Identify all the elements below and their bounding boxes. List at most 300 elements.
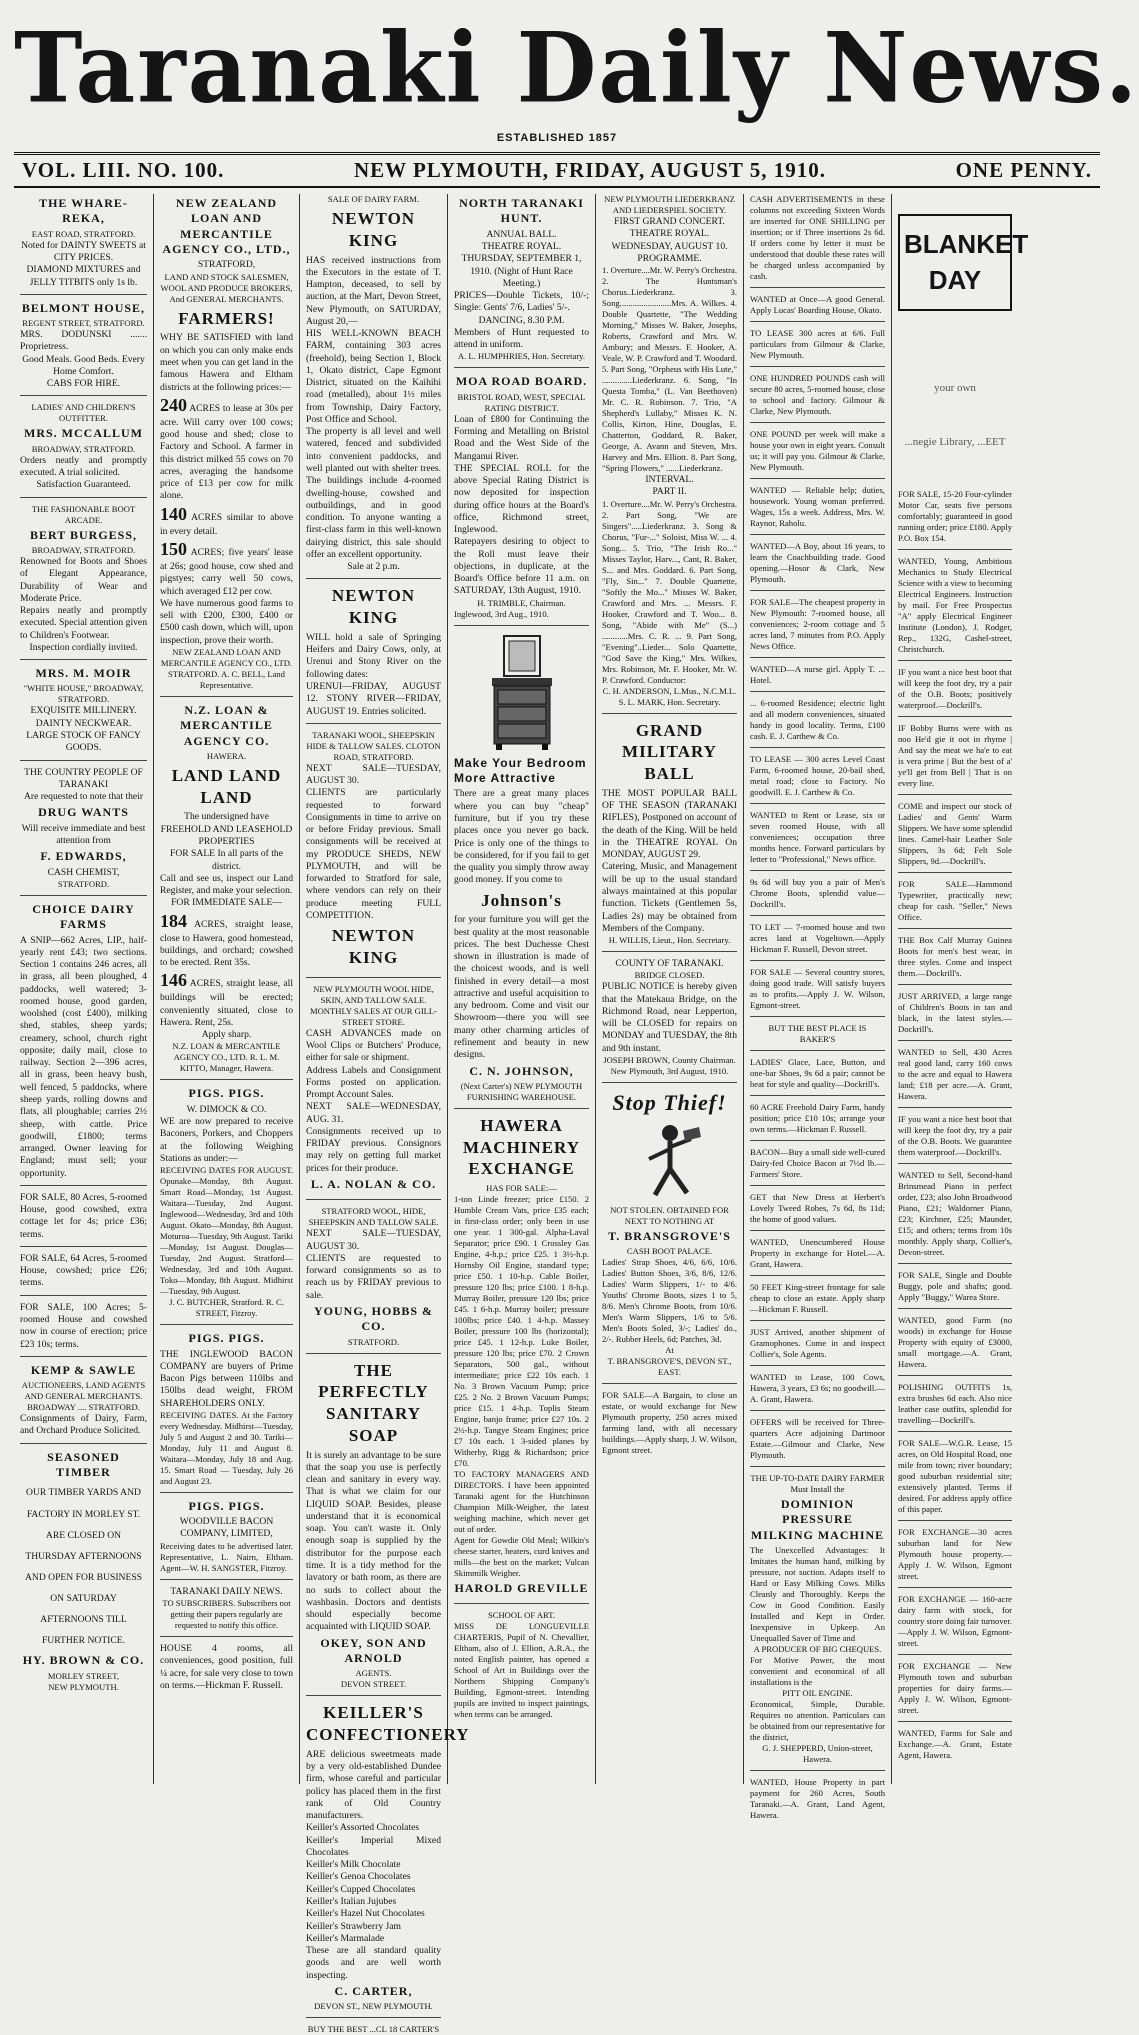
ad-heading: MOA ROAD BOARD. — [455, 374, 588, 389]
ad-address: BROADWAY, STRATFORD. — [31, 544, 136, 555]
ad-heading: F. EDWARDS, — [40, 849, 127, 864]
ad-edwards — [20, 767, 147, 896]
lot-146 — [160, 969, 293, 1029]
ad-heading: KEMP & SAWLE — [30, 1362, 137, 1377]
ad-subheading: PROGRAMME. — [637, 252, 702, 264]
classified-ad — [898, 556, 1012, 661]
ad-for-sale-80 — [20, 1192, 147, 1247]
ad-body: CASH CHEMIST, — [47, 866, 120, 878]
column-7 — [892, 194, 1029, 1784]
ad-pigs-inglewood — [160, 1331, 293, 1493]
ad-body: ONE HUNDRED POUNDS cash will secure 80 acres, 5-roomed house, close to school and factory. Gilmour & Clarke, New Plymouth. — [750, 373, 885, 416]
ad-address: DEVON STREET. — [340, 1679, 407, 1690]
ad-body: RECEIVING DATES. At the Factory every Wednesday. Midhirst—Tuesday, July 5 and August 2 and 30. Tariki—Monday, July 11 and August 8. Waitara—Monday, July 18 and Aug. 15. Smart Road — Tuesday, July 26 and August 23. — [160, 1409, 293, 1486]
ad-newton-king-dairy — [306, 194, 441, 579]
thief-figure-drawing — [635, 1121, 705, 1201]
ad-body: Catering, Music, and Management will be up to the usual standard always maintained at this popular function. Tickets (Gentlemen 5s, Ladies 2s) may be obtained from Members of the Company. — [602, 861, 737, 934]
classified-ad — [898, 935, 1012, 985]
ad-heading: C. N. JOHNSON, — [469, 1063, 574, 1078]
ad-body: WANTED at Once—A good General. Apply Lucas' Boarding House, Okato. — [750, 294, 885, 315]
ad-body: MRS. DODUNSKI ....... Proprietress. — [20, 329, 147, 353]
list-item: Keiller's Milk Chocolate — [306, 1859, 401, 1871]
duchesse-chest-illustration — [454, 632, 589, 752]
ad-sanitary-soap — [306, 1360, 441, 1697]
ad-address: STRATFORD. — [57, 878, 110, 889]
ad-body: COME and inspect our stock of Ladies' and Gents' Warm Slippers. We have some splendid lines. Camel-hair Leather Sole Slippers, 3s 6d; Felt Sole Slippers, 9d.—Dockrill's. — [898, 800, 1012, 866]
ad-body: IF you want a nice best boot that will keep the foot dry, try a pair of the O.B. Boots. We guarantee them waterproof.—Dockrill's. — [898, 1113, 1012, 1157]
classified-ad — [750, 541, 885, 591]
ad-body: 1. Overture....Mr. W. Perry's Orchestra. 2. Part Song, "We are Singers".....Liederkranz. 3. Song & Chorus, "Fur-..." Soloist, Miss W. ... 4. Song... 5. Trio, "The Irish Ro..." Misses Taylor, Harv..., Cant, R. Baker, S... and Mrs. Goddard. 6. Part Song, "Fly, Sin..." 7. Double Quartette, "Softly the Mo..." Misses W. Baker, Crawford and Mrs. ... Messrs. F. Hooker, Crawford and T. Woo... 8. Song, "Abide with Me" (S...) ............Mrs. C. R. ... 9. Part Song, "Evening"..Lieder... Solo Quartette, "God Save the King," Mrs. Wilkes, Mrs. Robinson, Mr. F. Hooker, Mr. W. P. Crawford. Conductor: — [602, 498, 737, 685]
lot-150 — [160, 538, 293, 598]
ad-heading: PIGS. PIGS. — [188, 1498, 265, 1513]
ad-signature: C. H. ANDERSON, L.Mus., N.C.M.L. S. L. MARK, Hon. Secretary. — [602, 685, 737, 707]
ad-bransgrove — [602, 1089, 737, 1385]
ad-address: EAST ROAD, STRATFORD. — [31, 228, 136, 239]
ad-subheading: W. DIMOCK & CO. — [186, 1103, 267, 1115]
classified-ad — [750, 1057, 885, 1096]
ad-subheading: LADIES' AND CHILDREN'S OUTFITTER. — [31, 402, 136, 424]
ad-address: NEW PLYMOUTH. — [48, 1681, 119, 1692]
faded-text: your own — [934, 381, 976, 394]
classified-ad — [898, 801, 1012, 873]
ad-body: CASH ADVANCES made on Wool Clips or Butchers' Produce, either for sale or shipment. — [306, 1027, 441, 1064]
ad-body: FOR SALE—The cheapest property in New Plymouth: 7-roomed house, all conveniences; 2-room cottage and 5 acres land, 7 minutes from P.O. Apply News Office. — [750, 597, 885, 651]
classified-ad — [750, 967, 885, 1017]
classified-ad — [750, 1417, 885, 1467]
ad-signature: G. J. SHEPPERD, Union-street, Hawera. — [762, 1743, 873, 1765]
classified-ad — [750, 1023, 885, 1051]
ad-subheading: ANNUAL BALL. — [486, 228, 557, 240]
ad-body: FOR SALE—A Bargain, to close an estate, or would exchange for New Plymouth property, 250 acres mixed farming land, with all necessary buildings.—Apply sharp, J. W. Wilson, Egmont street. — [602, 1390, 737, 1456]
ad-hawera-machinery — [454, 1115, 589, 1605]
classified-ad — [898, 1661, 1012, 1722]
ad-heading: FIRST GRAND CONCERT. — [614, 216, 725, 227]
ad-body: It is surely an advantage to be sure that the soap you use is perfectly clean and sanitary in every way. That is what we claim for our LIQUID SOAP. Besides, please understand that it is economical soap. You can't waste it. Only enough soap is supplied by the distributor for the purpose each time. It is a tidy method for the lavatory or bath room, as there are no suds to collect about the washbasin. Doctors and dentists should especially become acquainted with LIQUID SOAP. — [306, 1449, 441, 1633]
ad-subheading: NOT STOLEN. OBTAINED FOR NEXT TO NOTHING AT — [610, 1205, 729, 1227]
ad-subheading: SALE OF DAIRY FARM. — [327, 194, 420, 204]
ad-body: GET that New Dress at Herbert's Lovely Tweed Robes, 7s 6d, 8s 11d; the home of good values. — [750, 1192, 885, 1224]
ad-choice-dairy-farms — [20, 902, 147, 1186]
ad-body: URENUI—FRIDAY, AUGUST 12. STONY RIVER—FRIDAY, AUGUST 19. Entries solicited. — [306, 680, 441, 717]
ad-wool-sales — [306, 730, 441, 978]
ad-body: Good Meals. Good Beds. Every Home Comfort. — [22, 353, 145, 377]
ad-body: Inspection cordially invited. — [29, 641, 138, 653]
classified-ad — [898, 1270, 1012, 1309]
ad-body: JUST Arrived, another shipment of Gramophones. Come in and inspect Collier's, Sole Agents. — [750, 1327, 885, 1359]
ad-bargain — [602, 1390, 737, 1461]
classified-ad — [898, 879, 1012, 929]
ad-body: 60 ACRE Freehold Dairy Farm, handy position; price £10 10s; arrange your own terms.—Hickman F. Russell. — [750, 1102, 885, 1134]
ad-heading: MRS. M. MOIR — [35, 666, 132, 681]
ad-mccallum — [20, 402, 147, 497]
ad-body: NEXT SALE—TUESDAY, AUGUST 30. — [306, 1228, 441, 1252]
ad-body: WANTED, good Farm (no woods) in exchange for House Property with equity of £3000, small mortgage.—A. Grant, Hawera. — [898, 1314, 1012, 1369]
list-item: Keiller's Hazel Nut Chocolates — [306, 1908, 425, 1920]
ad-body: WANTED to Sell, Second-hand Brinsmead Piano in perfect order, £23; also John Broadwood Piano, £21; Waldorner Piano, £23; Kirchner, £25; Maunder, £15; and others; terms from 10s monthly. Apply sharp, Collier's, Devon-street. — [898, 1169, 1012, 1257]
ad-signature: N.Z. LOAN & MERCANTILE AGENCY CO., LTD. R. L. M. KITTO, Manager, Hawera. — [172, 1041, 281, 1074]
lot-body: ACRES; five years' lease at 26s; good house, cow shed and pigstyes; carry well 50 cows, which averaged £12 per cow. — [160, 546, 294, 597]
ad-heading: GRAND MILITARY BALL — [622, 720, 717, 784]
ad-body: TO LEASE 300 acres at 6/6. Full particulars from Gilmour & Clarke, New Plymouth. — [750, 328, 885, 360]
ad-body: WE are now prepared to receive Baconers, Porkers, and Choppers at the following Weighing Stations as under:— — [160, 1116, 293, 1164]
ad-body: 9s 6d will buy you a pair of Men's Chrome Boots, splendid value—Dockrill's. — [750, 877, 885, 909]
ad-body: WANTED—A nurse girl. Apply T. ... Hotel. — [750, 664, 885, 685]
ad-subheading: THE UP-TO-DATE DAIRY FARMER Must Install the — [750, 1473, 885, 1494]
ad-body: WANTED, House Property in part payment for 260 Acres, South Taranaki.—A. Grant, Land Agent, Hawera. — [750, 1777, 885, 1821]
ad-body: WHY BE SATISFIED with land on which you can only make ends meet when you can get land in the famous Hawera and Eltham districts at the following prices:— — [160, 332, 293, 393]
ad-address: (Next Carter's) NEW PLYMOUTH FURNISHING WAREHOUSE. — [460, 1080, 583, 1102]
masthead-title: Taranaki Daily News. — [14, 11, 1139, 125]
ad-moir — [20, 666, 147, 760]
blanket-day-banner: BLANKET DAY — [898, 214, 1012, 311]
ad-body: Members of Hunt requested to attend in uniform. — [454, 326, 589, 351]
volume-number: VOL. LIII. NO. 100. — [22, 158, 225, 182]
ad-signature: J. C. BUTCHER, Stratford. R. C. STREET, Fitzroy. — [169, 1297, 284, 1319]
list-item: Keiller's Strawberry Jam — [306, 1920, 401, 1932]
ad-body: FOR EXCHANGE — New Plymouth town and suburban properties for dairy farms.—Apply J. W. Wilson, Egmont-street. — [898, 1660, 1012, 1715]
lot-body: ACRES, straight lease, all buildings will be erected; conveniently situated, close to Hawera. Rent, 25s. — [160, 978, 293, 1028]
classified-ad — [898, 1527, 1012, 1588]
ad-heading: DOMINION PRESSURE MILKING MACHINE — [750, 1497, 885, 1542]
ad-body: The Unexcelled Advantages: It Imitates the human hand, milking by pressure, not suction. Adapts itself to Hard or Easy Milking Cows. Milks Cleanly and Thoroughly. Keeps the Cow in Good Condition. Easily Installed and Kept in Order. Inexpensive in Upkeep. An Unequalled Saver of Time and — [750, 1545, 885, 1644]
ad-body: PUBLIC NOTICE is hereby given that the Matekaua Bridge, on the Richmond Road, near Lepperton, will be CLOSED for repairs on MONDAY and TUESDAY, the 8th and 9th instant. — [602, 981, 737, 1054]
classified-ad — [750, 1327, 885, 1366]
ad-signature: A. L. HUMPHRIES, Hon. Secretary. — [457, 351, 586, 362]
ad-body: FOR SALE In all parts of the district. — [170, 848, 283, 872]
ad-body: These are all standard quality goods and are well worth inspecting. — [306, 1945, 441, 1981]
classified-ad — [750, 1282, 885, 1321]
ad-heading: Johnson's — [481, 890, 562, 910]
ad-body: Ladies' Strap Shoes, 4/6, 6/6, 10/6. Ladies' Button Shoes, 3/6, 8/6, 12/6. Ladies' Warm Slippers, 1/- to 4/6. Youths' Chrome Boots, sizes 1 to 5, 8/6. Men's Chrome Boots, from 10/6. Men's Warm Slippers, 1/6 to 5/6. Men's Boots Soled, 3/-; Ladies' do., 2/-. Rubber Heels, 6d; Patches, 3d. — [602, 1257, 737, 1345]
ad-body: NEXT SALE—WEDNESDAY, AUG. 31. — [306, 1101, 441, 1125]
ad-body: FOR SALE, 80 Acres, 5-roomed House, good cowshed, extra cottage let for 4s; price £36; terms. — [20, 1191, 147, 1240]
lot-240 — [160, 394, 293, 503]
ad-moa-road-board — [454, 374, 589, 625]
list-item: Keiller's Cupped Chocolates — [306, 1883, 416, 1895]
lot-184 — [160, 910, 293, 970]
classified-ad — [750, 664, 885, 692]
ad-subheading: THEATRE ROYAL. — [629, 228, 710, 240]
column-5 — [596, 194, 744, 1784]
ad-heading: COUNTY OF TARANAKI. — [615, 958, 724, 970]
ad-body: TO SUBSCRIBERS. Subscribers not getting their papers regularly are requested to notify this office. — [162, 1598, 291, 1631]
list-item: Keiller's Italian Jujubes — [306, 1895, 397, 1907]
list-item: Keiller's Assorted Chocolates — [306, 1822, 420, 1834]
ad-body: FOR SALE—Hammond Typewriter, practically new; cheap for cash. "Seller," News Office. — [898, 878, 1012, 922]
lot-number: 240 — [160, 394, 187, 415]
ad-liederkranz-concert — [602, 194, 737, 714]
ad-body: Apply sharp. — [201, 1029, 252, 1041]
ad-heading: N.Z. LOAN & MERCANTILE AGENCY CO. — [180, 702, 273, 748]
classified-ad — [750, 1777, 885, 1826]
ad-body: WANTED, Young, Ambitious Mechanics to Study Electrical Science with a view to becoming Electrical Engineers. Instruction by mail. For Free Prospectus "A" apply Electrical Engineer Institute (London), J. Rodger, Rep., 132G, Cashel-street, Christchurch. — [898, 555, 1012, 654]
ad-nz-loan-stratford — [160, 196, 293, 697]
classified-ad — [898, 667, 1012, 717]
ad-heading: PITT OIL ENGINE. — [782, 1688, 853, 1699]
ad-signature: JOSEPH BROWN, County Chairman. New Plymouth, 3rd August, 1910. — [603, 1054, 736, 1076]
list-item: Keiller's Imperial Mixed Chocolates — [306, 1834, 441, 1858]
ad-body: MISS DE LONGUEVILLE CHARTERIS, Pupil of N. Chevallier, Eltham, also of J. Elliott, A.R.A., the noted English painter, has opened a School of Art in Buildings over the Northern Shipping Company's Building, Egmont-street. Intending pupils are invited to inspect paintings, when terms can be arranged. — [454, 1621, 589, 1720]
classified-ad — [750, 1372, 885, 1411]
ad-body: THE Box Calf Murray Guinea Boots for men's best wear, in three styles. Come and inspect them.—Dockrill's. — [898, 934, 1012, 978]
ad-body: FOR SALE — Several country stores, doing good trade. Will satisfy buyers as to profits.—Apply J. W. Wilson, Egmont-street. — [750, 967, 885, 1010]
ad-body: HIS WELL-KNOWN BEACH FARM, containing 303 acres (freehold), being Section 1, Block 1, Okato district, Cape Egmont District, situated on the Kaihihi road (metalled), about 1½ miles from Township, Dairy Factory, Post Office and School. — [306, 328, 441, 425]
classified-ad — [750, 373, 885, 423]
ad-subheading: THE FASHIONABLE BOOT ARCADE. — [31, 503, 136, 525]
ad-school-of-art — [454, 1610, 589, 1725]
classified-ad — [898, 1170, 1012, 1264]
classified-ad — [750, 485, 885, 535]
column-1 — [14, 194, 154, 1784]
ad-signature: H. WILLIS, Lieut., Hon. Secretary. — [608, 935, 731, 946]
ad-heading: TARANAKI DAILY NEWS. — [170, 1585, 283, 1597]
ad-body: BUT THE BEST PLACE IS BAKER'S — [768, 1023, 867, 1044]
column-3 — [300, 194, 470, 2035]
ad-subheading: NEW PLYMOUTH WOOL HIDE, SKIN, AND TALLOW SALE. — [313, 983, 434, 1005]
lot-body: ACRES similar to above in every detail. — [160, 511, 293, 537]
ad-for-sale-100 — [20, 1302, 147, 1357]
ad-nz-loan-hawera — [160, 703, 293, 1081]
ad-signature: NEW ZEALAND LOAN AND MERCANTILE AGENCY CO., LTD. STRATFORD. A. C. BELL, Land Representative. — [160, 646, 293, 690]
ad-body: POLISHING OUTFITS 1s, extra brushes 6d each. Also nice leather case outfits, splendid for travelling—Dockrill's. — [898, 1381, 1012, 1425]
ad-heading: HAROLD GREVILLE — [454, 1581, 589, 1596]
ad-body: NEXT SALE—TUESDAY, AUGUST 30. — [306, 762, 441, 787]
ad-heading: NEW ZEALAND LOAN AND MERCANTILE AGENCY CO., LTD., — [162, 196, 291, 257]
ad-subheading: THE COUNTRY PEOPLE OF TARANAKI — [24, 766, 143, 790]
ad-body: DIAMOND MIXTURES and JELLY TITBITS only 1s lb. — [26, 264, 141, 288]
ad-newton-king-heifers — [306, 585, 441, 723]
column-2 — [154, 194, 300, 1784]
ad-body: Agent for Gowdie Old Meal; Wilkin's cheese starter, heaters, curd knives and mills—the best on the market; Vulcan Skimmilk Weigher. — [454, 1535, 589, 1579]
ad-body: WANTED to Sell, 430 Acres real good land, carry 160 cows to the acre and equal to Hawera land; £18 per acre.—A. Grant, Hawera. — [898, 1046, 1012, 1101]
ad-body: CLIENTS are particularly requested to forward Consignments in time to arrive on or before Friday previous. Small consignments will be received at my PRODUCE SHEDS, NEW PLYMOUTH, and will be forwarded to Stratford for sale, where vendors can rely on their produce meeting FULL COMPETITION. — [306, 787, 441, 921]
ad-heading: THE PERFECTLY SANITARY SOAP — [318, 1360, 429, 1445]
ad-body: For Motive Power, the most convenient and economical of all installations is the — [750, 1655, 885, 1688]
ad-nolan — [306, 984, 441, 1201]
ad-body: WILL hold a sale of Springing Heifers and Dairy Cows, only, at Urenui and Stony River on the following dates: — [306, 631, 441, 680]
ad-body: Renowned for Boots and Shoes of Elegant Appearance, Durability of Wear and Moderate Price. — [20, 555, 147, 604]
ad-body: FOR SALE, Single and Double Buggy, pole and shafts; good. Apply "Buggy," Warea Store. — [898, 1269, 1012, 1302]
ad-body: FOR EXCHANGE — 160-acre dairy farm with stock, for country store doing fair turnover.—Apply J. W. Wilson, Egmont-street. — [898, 1593, 1012, 1648]
ad-tdn-subscribers — [160, 1586, 293, 1637]
columns — [14, 194, 1100, 2035]
classified-ad — [898, 723, 1012, 795]
ad-body: HAS received instructions from the Executors in the estate of T. Hampton, deceased, to sell by auction, at the Mart, Devon Street, New Plymouth, on SATURDAY, August 20,— — [306, 254, 441, 327]
ad-county-bridge — [602, 958, 737, 1083]
ad-heading: HAWERA MACHINERY EXCHANGE — [462, 1115, 580, 1179]
ad-heading: NORTH TARANAKI HUNT. — [459, 196, 584, 226]
ad-belmont-house — [20, 301, 147, 397]
ad-kemp-sawle — [20, 1363, 147, 1444]
classified-ad — [898, 489, 1012, 550]
ad-heading: Stop Thief! — [612, 1089, 727, 1115]
ad-body: Repairs neatly and promptly executed. Special attention given to Children's Footwear. — [20, 605, 147, 641]
established-line: ESTABLISHED 1857 — [496, 132, 618, 144]
ad-body: THE MOST POPULAR BALL OF THE SEASON (TARANAKI RIFLES), Postponed on account of the death of the King. Will be held in the THEATRE ROYAL On MONDAY, AUGUST 29. — [602, 787, 737, 861]
ad-heading: C. CARTER, — [334, 1983, 413, 1998]
ad-address: STRATFORD, — [197, 259, 256, 271]
ad-heading: NEWTON KING — [331, 586, 416, 628]
ad-heading: PIGS. PIGS. — [188, 1086, 265, 1101]
classified-ad — [898, 1728, 1012, 1766]
classified-ad — [750, 1102, 885, 1141]
ad-military-ball — [602, 720, 737, 952]
ad-pigs-woodville — [160, 1499, 293, 1580]
ad-cash-rates — [750, 194, 885, 288]
ad-body: 1-ton Linde freezer; price £150. 2 Humble Cream Vats, price £35 each; in first-class order; only been in use one year. 1 300-gal. Alpha-Laval Separator; price £90. 1 Crossley Gas Engine, 4-h.p.; price £25. 1 3½-h.p. Hornsby Oil Engine, standard type; price £50. 1 10-h.p. Cable Boiler, pressure 120 lbs; price £100. 1 8-h.p. Murray Boiler, pressure 120 lbs; price £45. 1 6-h.p. Murray boiler; pressure 100lbs; price £40. 1 4-h.p. Massey Boiler, pressure 100 lbs (horizontal); price £45. 1 12-h.p. Luke Boiler, pressure 120 lbs; price £70. 2 Crown Separators, 500 gal., without intermediate; price £22 10s each. 1 No. 3 Brown Vacuum Pump; price £25. 2 No. 2 Brown Vacuum Pumps; price £15. 1 4-h.p. Toplis Steam Engine, banjo frame; price £27 10s. 2 2½-h.p. Tangye Steam Engines; price £7 10s each. 1 3-sided planes by Witherby, Rigg & Richardson; price £70. — [454, 1194, 589, 1469]
ad-body: WANTED — Reliable help; duties, housework. Young woman preferred. Wages, 15s a week. Address, Mrs. W. Raynor, Raholu. — [750, 485, 885, 528]
ad-body: IF Bobby Burns were with us noo He'd gie it oot in rhyme | And say the meat we ha'e to eat is vera prime | But the best of a' ye'll get from Bell | That is on every line. — [898, 722, 1012, 788]
ad-hunt-ball — [454, 196, 589, 368]
ad-subheading: BRISTOL ROAD, WEST, SPECIAL RATING DISTRICT. — [457, 391, 586, 413]
ad-body: BACON—Buy a small side well-cured Dairy-fed Choice Bacon at 7½d lb.—Farmers' Store. — [750, 1147, 885, 1179]
ad-heading: Make Your Bedroom More Attractive — [454, 755, 587, 786]
ad-heading: DRUG WANTS — [38, 805, 129, 820]
classified-ad — [750, 877, 885, 916]
ad-body: ONE POUND per week will make a house your own in eight years. Consult us; it will pay you. Gilmour & Clarke, New Plymouth. — [750, 429, 885, 472]
classified-ad — [750, 597, 885, 658]
ad-heading: YOUNG, HOBBS & CO. — [313, 1303, 433, 1334]
ad-address: "WHITE HOUSE," BROADWAY, STRATFORD. — [23, 683, 144, 705]
ad-body: WANTED, Unencumbered House Property in exchange for Hotel.—A. Grant, Hawera. — [750, 1237, 885, 1269]
lot-number: 150 — [160, 538, 187, 559]
ad-pigs-dimock — [160, 1086, 293, 1325]
ad-body: JUST ARRIVED, a large range of Children's Boots in tan and black, in the latest styles.—Dockrill's. — [898, 990, 1012, 1034]
keiller-list — [306, 1822, 441, 1945]
ad-heading: BELMONT HOUSE, — [21, 300, 146, 315]
classified-ad — [898, 1382, 1012, 1432]
ad-body: ARE delicious sweetmeats made by a very old-established Dundee firm, whose careful and particular policy has placed them in the first rank of Old Country manufacturers. — [306, 1748, 441, 1822]
ad-body: TO FACTORY MANAGERS AND DIRECTORS. I have been appointed Taranaki agent for the Hutchinson Champion Milk-Weigher, the latest weighing machine, which never get out of order. — [454, 1469, 589, 1535]
column-6 — [744, 194, 892, 1821]
ad-dominion-milking — [750, 1473, 885, 1771]
ad-body: OUR TIMBER YARDS AND FACTORY IN MORLEY ST. ARE CLOSED ON THURSDAY AFTERNOONS AND OPEN FOR BUSINESS ON SATURDAY AFTERNOONS TILL FURTHER NOTICE. — [24, 1487, 142, 1647]
ad-address: STRATFORD. — [347, 1336, 400, 1347]
ad-heading: CHOICE DAIRY FARMS — [32, 901, 135, 932]
ad-body: Consignments of Dairy, Farm, and Orchard Produce Solicited. — [20, 1413, 147, 1437]
ad-bottom-strip: BUY THE BEST ...CL 18 CARTER'S — [307, 2024, 440, 2035]
ad-body: HOUSE 4 rooms, all conveniences, good position, full ¼ acre, for sale very close to town on terms.—Hickman F. Russell. — [160, 1643, 293, 1691]
ad-body: 50 FEET King-street frontage for sale cheap to close an estate. Apply sharp—Hickman F. Russell. — [750, 1282, 885, 1314]
ad-young-hobbs — [306, 1206, 441, 1353]
ad-body: CLIENTS are requested to forward consignments so as to reach us by FRIDAY previous to sale. — [306, 1252, 441, 1301]
ad-body: TO LET — 7-roomed house and two acres land at Vogeltown.—Apply Hickman F. Russell, Devon street. — [750, 922, 885, 954]
ad-body: At — [665, 1345, 674, 1356]
ad-body: Address Labels and Consignment Forms posted on application. Prompt Account Sales. — [306, 1064, 441, 1101]
classified-ad — [750, 429, 885, 479]
ad-body: WANTED, Farms for Sale and Exchange.—A. Grant, Estate Agent, Hawera. — [898, 1727, 1012, 1760]
ad-address: BROADWAY, STRATFORD. — [31, 443, 136, 454]
ad-body: PRICES—Double Tickets, 10/-; Single: Gents' 7/6, Ladies' 5/-. — [454, 290, 589, 314]
ad-heading: THE WHARE-REKA, — [39, 196, 128, 226]
ad-body: FOR EXCHANGE—30 acres suburban land for New Plymouth house property.—Apply J. W. Wilson, Egmont street. — [898, 1526, 1012, 1581]
ad-heading: OKEY, SON AND ARNOLD — [320, 1635, 427, 1665]
ad-body: MONTHLY SALES AT OUR GILL-STREET STORE. — [309, 1005, 438, 1027]
classified-ad — [898, 991, 1012, 1041]
thief-illustration — [602, 1121, 737, 1201]
ad-subheading: AUCTIONEERS, LAND AGENTS AND GENERAL MERCHANTS. — [21, 1380, 146, 1402]
ad-heading: L. A. NOLAN & CO. — [310, 1176, 437, 1191]
classified-ad — [750, 294, 885, 322]
ad-subheading: A PRODUCER OF BIG CHEQUES. — [753, 1644, 882, 1655]
ad-body: OFFERS will be received for Three-quarters Acre adjoining Dartmoor Estate.—Gilmour and Clarke, New Plymouth. — [750, 1417, 885, 1460]
ad-body: WANTED to Lease, 100 Cows, Hawera, 3 years, £3 6s; no goodwill.—A. Grant, Hawera. — [750, 1372, 885, 1404]
ad-address: MORLEY STREET, — [47, 1670, 120, 1681]
classified-ad — [898, 1438, 1012, 1521]
classified-ad — [750, 922, 885, 961]
ad-subheading: SCHOOL OF ART. — [487, 1610, 556, 1621]
classified-ad — [750, 1237, 885, 1276]
lot-number: 184 — [160, 910, 187, 931]
ad-subheading: STRATFORD WOOL, HIDE, SHEEPSKIN AND TALLOW SALE. — [308, 1206, 439, 1228]
ad-body: CASH ADVERTISEMENTS in these columns not exceeding Sixteen Words are inserted for ONE SHILLING per insertion; or if Three insertions 2s 6d. If orders come by letter it must be understood that double these rates will be charged unless accompanied by cash. — [750, 194, 885, 281]
lot-body: ACRES to lease at 30s per acre. Will carry over 100 cows; good house and shed; close to Factory and School. A farmer in this district milked 55 cows on 70 acres, averaging the handsome price of £13 per cow for milk alone. — [160, 402, 293, 502]
ad-whare-reka — [20, 196, 147, 295]
ad-heading: LAND LAND LAND — [171, 765, 282, 807]
lot-number: 140 — [160, 503, 187, 524]
ad-johnson-furniture — [454, 632, 589, 1109]
classified-ad — [750, 810, 885, 871]
ad-body: THE INGLEWOOD BACON COMPANY are buyers of Prime Bacon Pigs between 110lbs and 150lbs dead weight, FROM SHAREHOLDERS ONLY. — [160, 1348, 293, 1409]
ad-heading: NEWTON KING — [331, 209, 416, 250]
ad-address: BROADWAY .... STRATFORD. — [27, 1402, 140, 1413]
ad-address: HAWERA. — [206, 750, 247, 761]
ad-body: for your furniture you will get the best quality at the most reasonable prices. The best Duchesse Chest shown in illustration is made of the choicest woods, and is well finished in every detail—a most attractive and useful acquisition to any bedroom. Come and visit our Showroom—there you will see many other charming articles of refinement and beauty in new designs. — [454, 914, 589, 1061]
ad-body: Noted for DAINTY SWEETS at CITY PRICES. — [21, 239, 146, 263]
lot-140 — [160, 503, 293, 538]
ad-body: The undersigned have FREEHOLD AND LEASEHOLD PROPERTIES — [160, 811, 293, 847]
ad-heading: FARMERS! — [178, 308, 275, 328]
ad-subheading: NEW PLYMOUTH LIEDERKRANZ AND LIEDERSPIEL SOCIETY. — [604, 194, 735, 215]
ad-body: IF you want a nice best boot that will keep the foot dry, try a pair of the O.B. Boots; positively waterproof.—Dockrill's. — [898, 666, 1012, 710]
ad-heading: KEILLER'S CONFECTIONERY — [306, 1703, 470, 1745]
ad-subheading: HAS FOR SALE:— — [486, 1183, 557, 1194]
ad-body: The property is all level and well watered, fenced and subdivided into convenient paddocks, and well planted out with shelter trees. The buildings include 4-roomed dwelling-house, cowshed and outbuildings, and in good condition. To anyone wanting a first-class farm in this well-known dairying district, this sale should offer an excellent opportunity. — [306, 426, 441, 560]
ad-body: WANTED—A Boy, about 16 years, to learn the Coachbuilding trade. Good opening.—Hosor & Clark, New Plymouth. — [750, 541, 885, 584]
classified-ad — [898, 1114, 1012, 1164]
ad-subheading: THEATRE ROYAL. — [481, 240, 562, 252]
ad-signature: H. TRIMBLE, Chairman. — [477, 597, 566, 608]
ad-address: DEVON ST., NEW PLYMOUTH. — [314, 2001, 433, 2012]
faded-text: ...negie Library, ...EET — [904, 435, 1006, 448]
ad-heading: PIGS. PIGS. — [188, 1331, 265, 1346]
ad-body: Are requested to note that their — [23, 791, 144, 803]
ad-body: TO LEASE — 300 acres Level Coast Farm, 6-roomed house, 20-bail shed, metal road; close to Factory. No goodwill. E. J. Carthew & Co. — [750, 754, 885, 797]
column-4 — [448, 194, 596, 1784]
ad-heading: BERT BURGESS, — [29, 527, 138, 542]
ad-body: FOR IMMEDIATE SALE— — [171, 897, 282, 909]
ad-keiller — [306, 1702, 470, 2018]
lot-body: ACRES, straight lease, close to Hawera, good homestead, buildings, and orchard; cowshed to be erected. Rent 35s. — [160, 918, 293, 969]
ad-subheading: AGENTS. — [355, 1668, 392, 1679]
issue-price: ONE PENNY. — [955, 158, 1092, 182]
ad-heading: NEWTON KING — [331, 926, 416, 967]
ad-address: REGENT STREET, STRATFORD. — [22, 318, 145, 329]
ad-heading: SEASONED TIMBER — [47, 1449, 120, 1480]
ad-body: EXQUISITE MILLINERY. DAINTY NECKWEAR. — [30, 705, 137, 729]
ad-body: CABS FOR HIRE. — [46, 378, 121, 390]
ad-heading: HY. BROWN & CO. — [22, 1653, 145, 1668]
ad-body: WEDNESDAY, AUGUST 10. — [611, 240, 728, 252]
ad-body: There are a great many places where you can buy "cheap" furniture, but if you try these places once you never go back. Price is only one of the things to be considered, for if you fail to get the quality you simply throw away good money. If you come to — [454, 788, 589, 886]
ad-subheading: CASH BOOT PALACE. — [626, 1246, 713, 1257]
classified-ad — [898, 1315, 1012, 1376]
ad-body: LADIES' Glace, Lace, Button, and one-bar Shoes, 9s 6d a pair; cannot be beat for style and quality—Dockrill's. — [750, 1057, 885, 1089]
ad-body: THURSDAY, SEPTEMBER 1, 1910. (Night of Hunt Race Meeting.) — [461, 253, 582, 289]
ad-body: FOR SALE, 64 Acres, 5-roomed House, cowshed; price £26; terms. — [20, 1252, 147, 1289]
ad-body: Call and see us, inspect our Land Register, and make your selection. — [160, 872, 293, 897]
dateline-bar — [14, 152, 1100, 188]
